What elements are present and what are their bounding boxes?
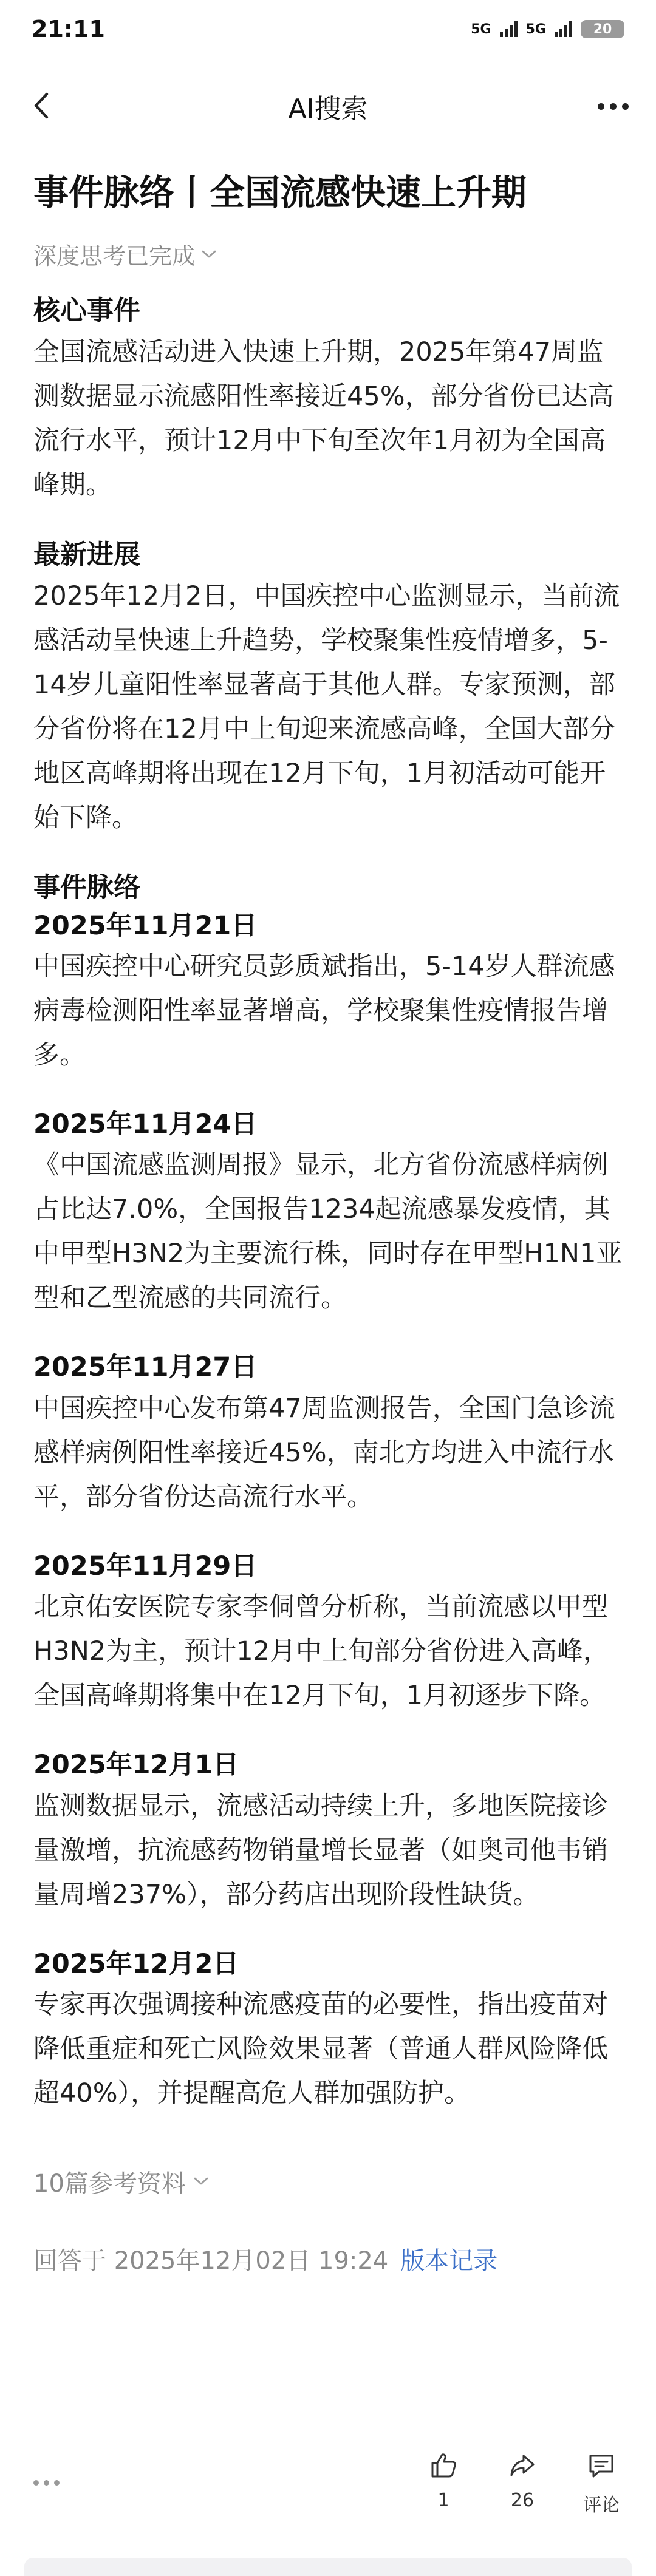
section-text: 2025年12月2日，中国疾控中心监测显示，当前流感活动呈快速上升趋势，学校聚集性疫情增多，5-14岁儿童阳性率显著高于其他人群。专家预测，部分省份将在12月中上旬迎来流感高峰，全国大部分地区高峰期将出现在12月下旬，1月初活动可能开始下降。 <box>33 580 620 833</box>
timeline-item <box>33 1548 629 1718</box>
like-button[interactable] <box>407 2450 480 2511</box>
timeline-text: 《中国流感监测周报》显示，北方省份流感样病例占比达7.0%，全国报告1234起流感暴发疫情，其中甲型H3N2为主要流行株，同时存在甲型H1N1亚型和乙型流感的共同流行。 <box>33 1150 623 1314</box>
timeline-text: 监测数据显示，流感活动持续上升，多地医院接诊量激增，抗流感药物销量增长显著（如奥司他韦销量周增237%），部分药店出现阶段性缺货。 <box>33 1790 608 1910</box>
more-options-button[interactable] <box>33 2480 60 2486</box>
battery-icon: 20 <box>581 20 624 38</box>
comment-button[interactable] <box>565 2450 638 2517</box>
references-toggle[interactable] <box>33 2164 629 2199</box>
answered-at: 回答于 2025年12月02日 19:24 <box>33 2246 389 2275</box>
timeline-text: 中国疾控中心发布第47周监测报告，全国门急诊流感样病例阳性率接近45%，南北方均进入中流行水平，部分省份达高流行水平。 <box>33 1393 615 1512</box>
back-button[interactable] <box>23 87 60 124</box>
article-content <box>33 170 629 2276</box>
references-label: 10篇参考资料 <box>33 2169 186 2198</box>
timeline-text: 专家再次强调接种流感疫苗的必要性，指出疫苗对降低重症和死亡风险效果显著（普通人群风险降低超40%），并提醒高危人群加强防护。 <box>33 1989 608 2109</box>
section-heading: 核心事件 <box>33 295 140 327</box>
thinking-status-toggle[interactable] <box>33 237 629 271</box>
timeline-date: 2025年11月27日 <box>33 1352 258 1383</box>
bottom-input-strip <box>24 2558 632 2576</box>
timeline-item <box>33 1106 629 1320</box>
share-icon <box>507 2450 538 2481</box>
chevron-left-icon <box>32 92 50 120</box>
timeline-date: 2025年11月24日 <box>33 1109 258 1140</box>
more-button[interactable] <box>592 91 634 121</box>
like-count: 1 <box>437 2490 449 2511</box>
timeline-item <box>33 1348 629 1519</box>
timeline-date: 2025年11月29日 <box>33 1551 258 1582</box>
timeline-text: 北京佑安医院专家李侗曾分析称，当前流感以甲型H3N2为主，预计12月中上旬部分省份进入高峰，全国高峰期将集中在12月下旬，1月初逐步下降。 <box>33 1592 609 1711</box>
thumbs-up-icon <box>428 2450 459 2481</box>
version-record-link[interactable]: 版本记录 <box>400 2246 498 2275</box>
answer-meta <box>33 2241 629 2276</box>
chevron-down-icon <box>193 2176 209 2187</box>
dot-icon <box>598 103 604 110</box>
dot-icon <box>622 103 629 110</box>
section-core-event <box>33 291 629 508</box>
section-timeline <box>33 868 629 2116</box>
page-title: 事件脉络丨全国流感快速上升期 <box>33 172 527 213</box>
comment-icon <box>586 2450 617 2481</box>
section-latest-progress <box>33 535 629 840</box>
timeline-item <box>33 907 629 1078</box>
action-bar <box>0 2444 656 2547</box>
dot-icon <box>44 2480 49 2486</box>
section-heading: 最新进展 <box>33 539 140 571</box>
comment-label: 评论 <box>583 2495 620 2516</box>
chevron-down-icon <box>201 249 217 260</box>
dot-icon <box>33 2480 39 2486</box>
nav-bar <box>0 67 656 146</box>
network-label-1: 5G <box>471 21 491 37</box>
nav-title: AI搜索 <box>288 93 368 124</box>
timeline-text: 中国疾控中心研究员彭质斌指出，5-14岁人群流感病毒检测阳性率显著增高，学校聚集性疫情报告增多。 <box>33 951 615 1071</box>
dot-icon <box>54 2480 60 2486</box>
timeline-date: 2025年12月2日 <box>33 1948 239 1979</box>
timeline-item <box>33 1945 629 2116</box>
dot-icon <box>610 103 617 110</box>
timeline-date: 2025年12月1日 <box>33 1750 239 1781</box>
timeline-heading: 事件脉络 <box>33 871 140 903</box>
signal-icon <box>500 21 518 37</box>
status-time: 21:11 <box>32 16 105 42</box>
status-icons <box>471 20 624 38</box>
timeline-item <box>33 1746 629 1917</box>
timeline-date: 2025年11月21日 <box>33 910 258 941</box>
signal-icon-2 <box>555 21 572 37</box>
thinking-status-label: 深度思考已完成 <box>33 243 196 270</box>
network-label-2: 5G <box>525 21 546 37</box>
status-bar <box>0 0 656 58</box>
share-count: 26 <box>510 2490 535 2511</box>
section-text: 全国流感活动进入快速上升期，2025年第47周监测数据显示流感阳性率接近45%，部分省份已达高流行水平，预计12月中下旬至次年1月初为全国高峰期。 <box>33 337 614 501</box>
share-button[interactable] <box>486 2450 559 2511</box>
